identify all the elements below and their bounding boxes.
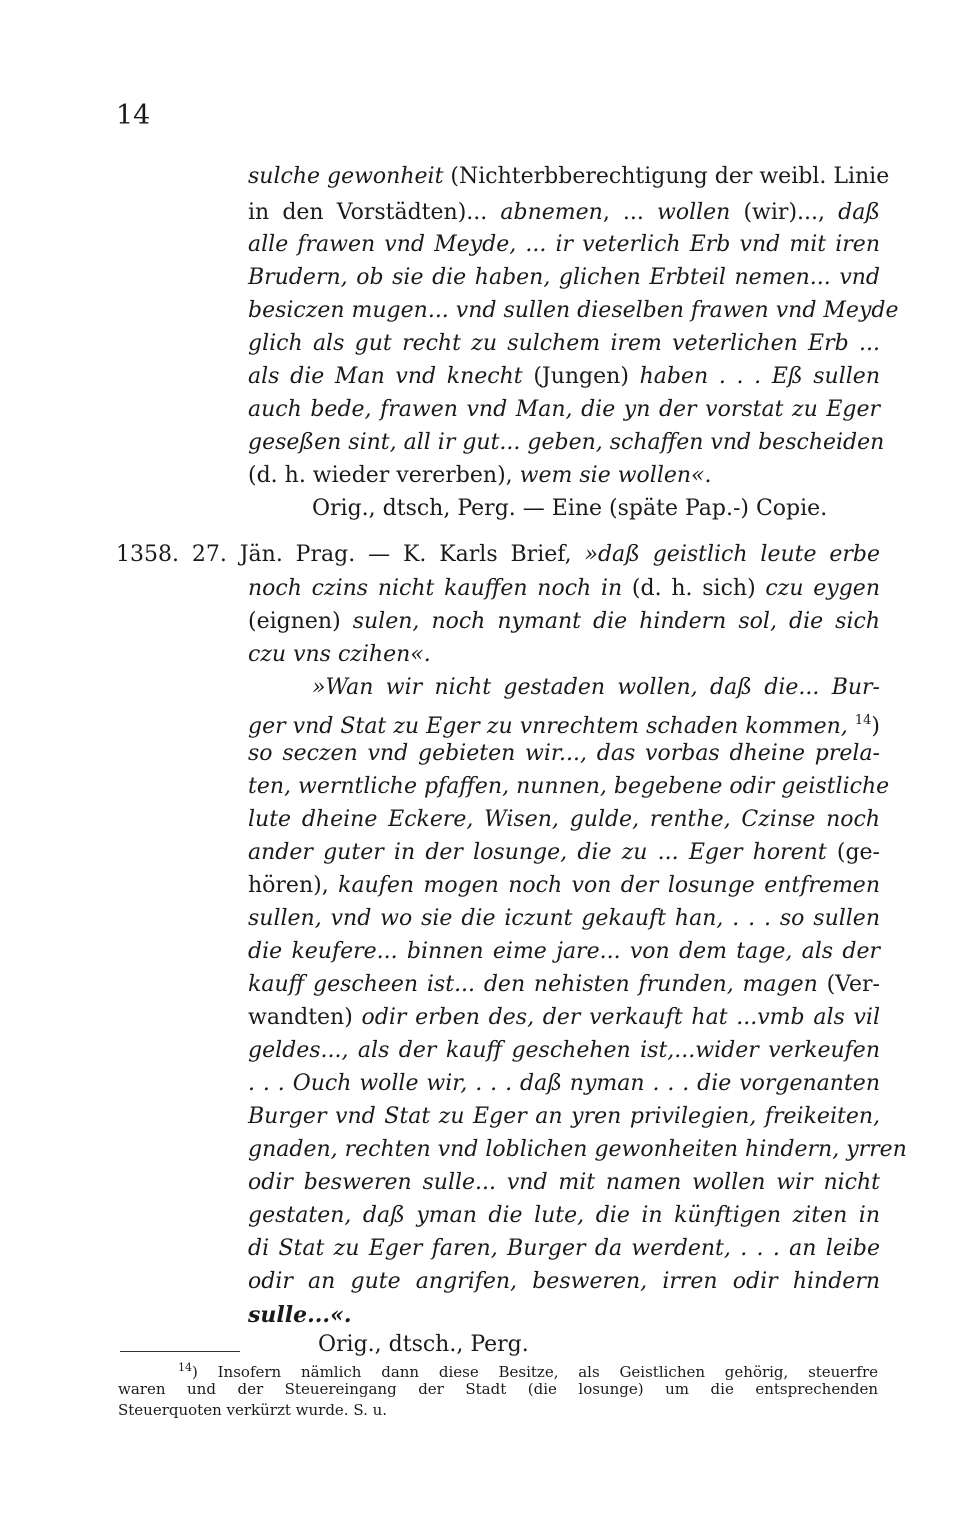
text-line: besiczen mugen... vnd sullen dieselben frawen vnd Meyde (248, 298, 899, 323)
text-line: sulche gewonheit (Nichterbberechtigung der weibl. Linie (248, 164, 890, 189)
text-line: sulle...«. (248, 1302, 352, 1328)
text-line: die keufere... binnen eime jare... von dem tage, als der (248, 939, 880, 964)
text-line: . . . Ouch wolle wir, . . . daß nyman . . . die vorgenanten (248, 1071, 880, 1096)
footnote-rule (120, 1351, 240, 1352)
text-line: »Wan wir nicht gestaden wollen, daß die... Bur- (312, 675, 880, 700)
entry-heading: 1358. 27. Jän. Prag. — K. Karls Brief, »daß geistlich leute erbe (116, 542, 881, 567)
footnote-line: Steuerquoten verkürzt wurde. S. u. (118, 1401, 388, 1419)
page-number: 14 (116, 100, 151, 131)
text-line: odir besweren sulle... vnd mit namen wollen wir nicht (248, 1170, 880, 1195)
text-line: sullen, vnd wo sie die iczunt gekauft han, . . . so sullen (248, 906, 880, 931)
text-line: (d. h. wieder vererben), wem sie wollen«. (248, 463, 712, 488)
footnote-line: $^{14}$) Insofern nämlich dann diese Besitze, als Geistlichen gehörig, steuerfre (178, 1361, 878, 1381)
text-line: in den Vorstädten)... abnemen, ... wollen (wir)..., daß (248, 200, 881, 225)
text-line: gestaten, daß yman die lute, die in künftigen ziten in (248, 1203, 880, 1228)
text-line: kauff gescheen ist... den nehisten frunden, magen (Ver- (248, 972, 880, 997)
text-line: ander guter in der losunge, die zu ... Eger horent (ge- (248, 840, 880, 865)
footnote-line: waren und der Steuereingang der Stadt (die losunge) um die entsprechenden (118, 1380, 878, 1398)
text-line: ger vnd Stat zu Eger zu vnrechtem schaden kommen, $^{14}$) (248, 713, 880, 739)
text-line: geldes..., als der kauff geschehen ist,...wider verkeufen (248, 1038, 880, 1063)
text-line: auch bede, frawen vnd Man, die yn der vorstat zu Eger (248, 397, 880, 422)
source-note: Orig., dtsch, Perg. — Eine (späte Pap.-) Copie. (312, 496, 828, 521)
text-line: so seczen vnd gebieten wir..., das vorbas dheine prela- (248, 741, 880, 766)
text-line: noch czins nicht kauffen noch in (d. h. sich) czu eygen (248, 576, 880, 601)
text-line: czu vns czihen«. (248, 642, 431, 667)
text-line: glich als gut recht zu sulchem irem veterlichen Erb ... (248, 331, 880, 356)
text-line: Brudern, ob sie die haben, glichen Erbteil nemen... vnd (248, 265, 880, 290)
text-line: ten, werntliche pfaffen, nunnen, begebene odir geistliche (248, 774, 890, 799)
text-line: (eignen) sulen, noch nymant die hindern sol, die sich (248, 609, 880, 634)
text-line: di Stat zu Eger faren, Burger da werdent, . . . an leibe (248, 1236, 880, 1261)
text-line: als die Man vnd knecht (Jungen) haben . . . Eß sullen (248, 364, 880, 389)
text-line: hören), kaufen mogen noch von der losunge entfremen (248, 873, 880, 898)
text-line: geseßen sint, all ir gut... geben, schaffen vnd bescheiden (248, 430, 885, 455)
text-line: wandten) odir erben des, der verkauft hat ...vmb als vil (248, 1005, 881, 1030)
footnote-ref: 14 (854, 713, 872, 728)
source-note: Orig., dtsch., Perg. (318, 1332, 529, 1357)
text-line: Burger vnd Stat zu Eger an yren privilegien, freikeiten, (248, 1104, 880, 1129)
text-line: odir an gute angrifen, besweren, irren odir hindern (248, 1269, 880, 1294)
text-line: lute dheine Eckere, Wisen, gulde, renthe, Czinse noch (248, 807, 880, 832)
footnote-marker: 14 (178, 1361, 192, 1374)
text-line: alle frawen vnd Meyde, ... ir veterlich Erb vnd mit iren (248, 232, 880, 257)
text-line: gnaden, rechten vnd loblichen gewonheiten hindern, yrren (248, 1137, 907, 1162)
